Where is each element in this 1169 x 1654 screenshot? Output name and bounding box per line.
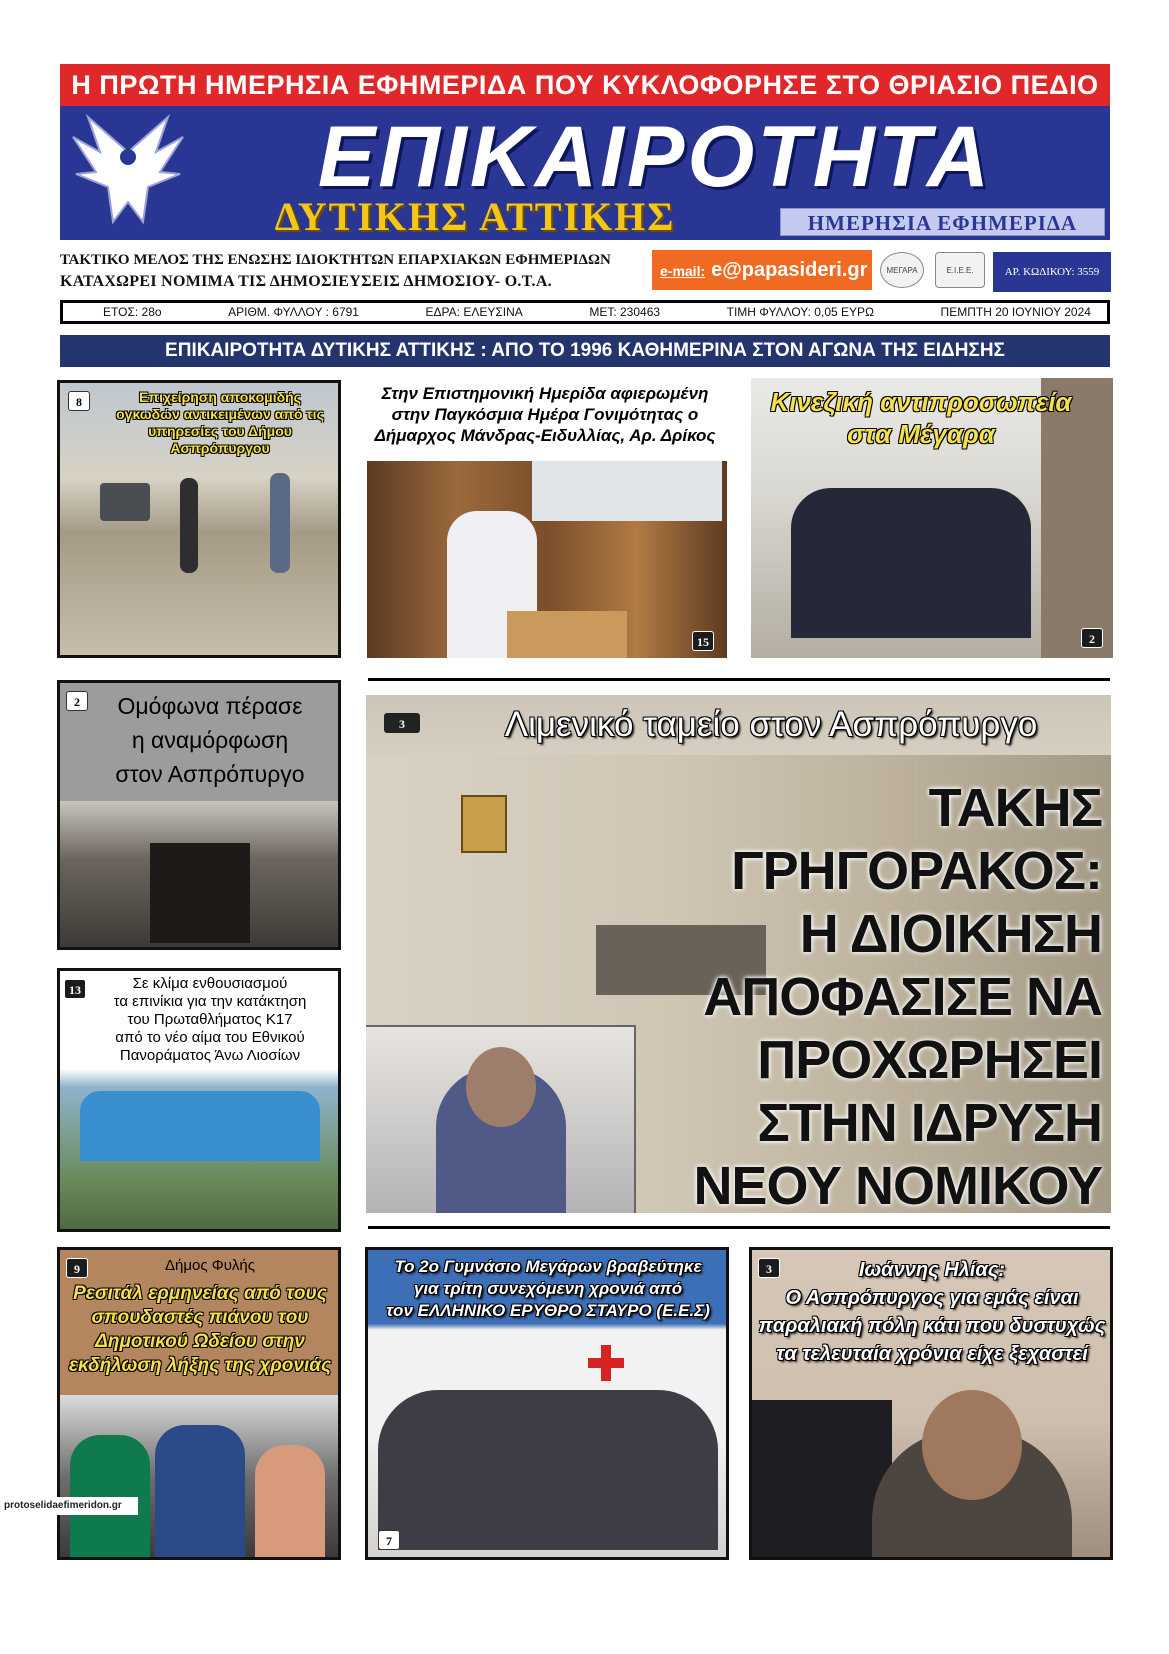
issue-price: ΤΙΜΗ ΦΥΛΛΟΥ: 0,05 ΕΥΡΩ [726,305,874,319]
team-photo-shape [80,1091,320,1161]
seal-union-icon: Ε.Ι.Ε.Ε. [935,252,985,288]
page-badge: 9 [66,1258,88,1278]
person-photo-shape [155,1425,245,1557]
story-headline-line: Ο Ασπρόπυργος για εμάς είναι [785,1287,1079,1309]
story-headline-line: Κινεζική αντιπροσωπεία [770,387,1072,417]
code-number: ΑΡ. ΚΩΔΙΚΟΥ: 3559 [993,252,1111,292]
lead-kicker: Λιμενικό ταμείο στον Ασπρόπυργο [504,705,1038,744]
group-photo-shape [791,488,1031,638]
story-headline-line: τα επινίκια για την κατάκτηση [113,993,307,1010]
story-red-cross-award[interactable] [365,1247,729,1560]
story-headline-line: Ιωάννης Ηλίας: [858,1259,1006,1281]
page-badge: 2 [66,691,88,711]
story-headline-line: από το νέο αίμα του Εθνικού [115,1029,305,1046]
story-headline-line: για τρίτη συνεχόμενη χρονιά από [413,1279,683,1298]
story-headline-line: Δημοτικού Ωδείου στην [95,1331,305,1352]
page-badge: 3 [758,1258,780,1278]
story-headline-line: υπηρεσίες του Δήμου Ασπρόπυργου [148,423,292,456]
watermark: protoselidaefimeridon.gr [4,1497,138,1515]
story-headline-line: Ομόφωνα πέρασε [117,693,303,719]
email-box[interactable] [652,250,872,290]
story-headline-line: ογκωδών αντικειμένων από τις [116,406,324,422]
face-photo-shape [922,1390,1022,1500]
person-photo-shape [70,1435,150,1557]
page-badge: 7 [378,1530,400,1550]
lead-story[interactable] [366,695,1111,1213]
lead-headline-line: ΠΡΟΧΩΡΗΣΕΙ [757,1030,1102,1090]
lead-headline-line: ΣΤΗΝ ΙΔΡΥΣΗ [757,1093,1102,1153]
person-photo-shape [180,478,198,573]
eagle-logo-icon [68,112,188,234]
issue-seat: ΕΔΡΑ: ΕΛΕΥΣΙΝΑ [425,305,523,319]
story-headline-line: Σε κλίμα ενθουσιασμού [132,975,288,992]
divider [368,1226,1110,1229]
story-aspropyrgos-reform[interactable] [57,680,341,950]
story-headline-line: σπουδαστές πιάνου του [91,1307,309,1328]
story-headline-line: παραλιακή πόλη κάτι που δυστυχώς [758,1315,1106,1337]
email-label: e-mail: [660,263,706,279]
story-headline-line: Ρεσιτάλ ερμηνείας από τους [73,1283,327,1304]
issue-met: ΜΕΤ: 230463 [589,305,661,319]
masthead-tagline: Η ΠΡΩΤΗ ΗΜΕΡΗΣΙΑ ΕΦΗΜΕΡΙΔΑ ΠΟΥ ΚΥΚΛΟΦΟΡΗΣΕ ΣΤΟ ΘΡΙΑΣΙΟ ΠΕΔΙΟ [60,64,1110,106]
page-badge: 13 [64,979,86,999]
story-headline-line: του Πρωταθλήματος Κ17 [127,1011,293,1028]
masthead-title: ΕΠΙΚΑΙΡΟΤΗΤΑ [317,109,993,205]
page-badge: 2 [1081,628,1103,648]
member-line: ΤΑΚΤΙΚΟ ΜΕΛΟΣ ΤΗΣ ΕΝΩΣΗΣ ΙΔΙΟΚΤΗΤΩΝ ΕΠΑΡΧΙΑΚΩΝ ΕΦΗΜΕΡΙΔΩΝ [60,252,611,268]
page-badge: 3 [384,713,420,733]
lead-headline-line: Η ΔΙΟΙΚΗΣΗ [799,904,1102,964]
page-badge: 15 [692,631,714,651]
email-address[interactable]: e@papasideri.gr [711,259,868,281]
seal-megara-icon: ΜΕΓΑΡΑ [880,252,924,288]
story-k17-championship[interactable] [57,968,341,1232]
masthead-subtitle: ΔΥΤΙΚΗΣ ΑΤΤΙΚΗΣ [274,194,676,239]
story-headline-line: τον ΕΛΛΗΝΙΚΟ ΕΡΥΘΡΟ ΣΤΑΥΡΟ (Ε.Ε.Σ) [386,1301,710,1320]
person-photo-shape [270,473,290,573]
icon-painting-shape [461,795,507,853]
story-headline-line: Το 2ο Γυμνάσιο Μεγάρων βραβεύτηκε [394,1257,702,1276]
story-fertility-photo[interactable] [367,461,727,658]
inset-photo [366,1025,636,1213]
issue-number: ΑΡΙΘΜ. ΦΥΛΛΟΥ : 6791 [228,305,359,319]
issue-year: ΕΤΟΣ: 28ο [103,305,162,319]
story-ioannis-ilias[interactable] [749,1247,1113,1560]
masthead-daily-label: ΗΜΕΡΗΣΙΑ ΕΦΗΜΕΡΙΔΑ [780,208,1105,236]
story-headline-line: στον Ασπρόπυργο [115,761,305,787]
story-fertility-headline [360,383,730,446]
story-headline-line: η αναμόρφωση [131,727,289,753]
divider [368,678,1110,681]
story-headline-line: Δήμαρχος Μάνδρας-Ειδυλλίας, Αρ. Δρίκος [374,426,716,445]
students-photo-shape [378,1390,718,1550]
story-headline-line: στα Μέγαρα [847,419,995,449]
person-photo-shape [255,1445,325,1557]
lead-headline-line: ΑΠΟΦΑΣΙΣΕ ΝΑ [703,967,1102,1027]
story-chinese-delegation[interactable] [751,378,1113,658]
story-headline-line: τα τελευταία χρόνια είχε ξεχαστεί [776,1343,1088,1365]
story-headline-line: Στην Επιστημονική Ημερίδα αφιερωμένη [381,384,709,403]
page-badge: 8 [68,391,90,411]
red-cross-icon [588,1345,624,1381]
legal-line: ΚΑΤΑΧΩΡΕΙ ΝΟΜΙΜΑ ΤΙΣ ΔΗΜΟΣΙΕΥΣΕΙΣ ΔΗΜΟΣΙΟΥ- Ο.Τ.Α. [60,273,552,290]
truck-photo-shape [100,483,150,521]
face-photo-shape [466,1047,536,1127]
issue-info-bar [60,300,1110,324]
story-headline-line: στην Παγκόσμια Ημέρα Γονιμότητας ο [391,405,699,424]
story-headline-line: Πανοράματος Άνω Λιοσίων [119,1047,301,1064]
story-kicker: Δήμος Φυλής [165,1257,255,1274]
lead-headline-line: ΤΑΚΗΣ ΓΡΗΓΟΡΑΚΟΣ: [731,778,1102,901]
chair-photo-shape [752,1400,892,1557]
story-waste-collection[interactable] [57,380,341,658]
table-photo-shape [150,843,250,943]
story-headline-line: εκδήλωση λήξης της χρονιάς [68,1355,332,1376]
story-headline-line: Επιχείρηση αποκομιδής [139,389,301,405]
screen-photo-shape [532,461,722,521]
issue-date: ΠΕΜΠΤΗ 20 ΙΟΥΝΙΟΥ 2024 [940,305,1091,319]
slogan-banner: ΕΠΙΚΑΙΡΟΤΗΤΑ ΔΥΤΙΚΗΣ ΑΤΤΙΚΗΣ : ΑΠΟ ΤΟ 1996 ΚΑΘΗΜΕΡΙΝΑ ΣΤΟΝ ΑΓΩΝΑ ΤΗΣ ΕΙΔΗΣΗΣ [60,335,1110,367]
lead-headline-line: ΝΕΟΥ ΝΟΜΙΚΟΥ [693,1156,1102,1213]
podium-photo-shape [507,611,627,658]
lead-headline [666,777,1102,1213]
